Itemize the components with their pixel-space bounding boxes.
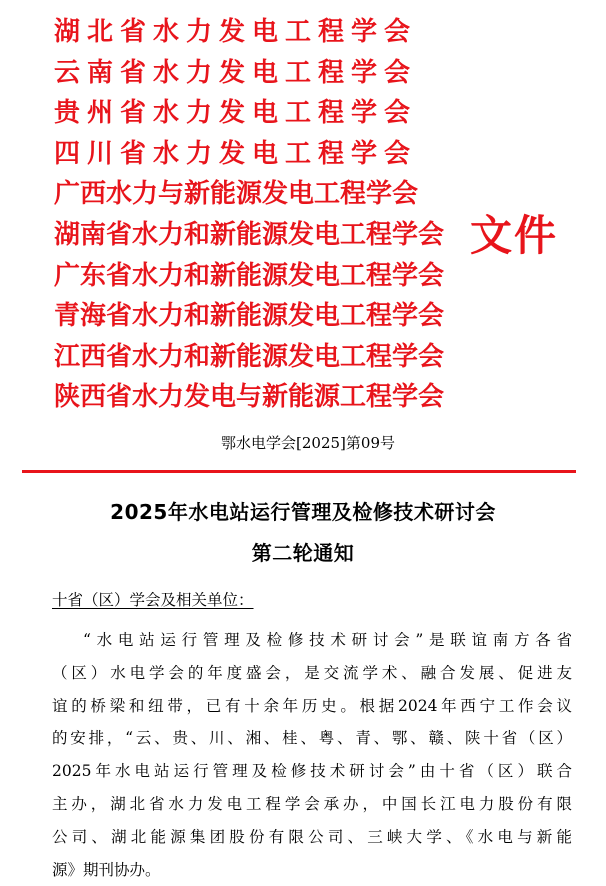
issuer-name: 广西水力与新能源发电工程学会 [54,179,419,210]
issuer-name: 贵州省水力发电工程学会 [54,98,418,129]
issuer-name: 云南省水力发电工程学会 [54,57,418,88]
issuer-name: 湖南省水力和新能源发电工程学会 [54,219,445,250]
body-line: 主办，湖北省水力发电工程学会承办，中国长江电力股份有限 [52,794,572,813]
document-header [0,0,606,420]
issuer-name: 青海省水力和新能源发电工程学会 [54,301,445,332]
issuer-name: 陕西省水力发电与新能源工程学会 [54,382,445,413]
body-line: 2025年水电站运行管理及检修技术研讨会”由十省（区）联合 [52,762,572,781]
body-line: 源》期刊协办。 [52,860,161,879]
document-subtitle: 第二轮通知 [251,541,355,565]
body-paragraph [52,624,572,886]
issuer-name: 江西省水力和新能源发电工程学会 [54,341,445,372]
salutation: 十省（区）学会及相关单位： [52,591,254,609]
issuer-name: 四川省水力发电工程学会 [54,138,418,169]
document-title: 2025年水电站运行管理及检修技术研讨会 [110,500,496,524]
body-line: 谊的桥梁和纽带，已有十余年历史。根据2024年西宁工作会议 [52,696,572,715]
issuer-name: 湖北省水力发电工程学会 [54,17,418,47]
document-label: 文件 [470,211,559,260]
body-line: “水电站运行管理及检修技术研讨会”是联谊南方各省 [83,631,572,649]
body-line: （区）水电学会的年度盛会，是交流学术、融合发展、促进友 [52,663,572,682]
body-line: 的安排，“云、贵、川、湘、桂、粤、青、鄂、赣、陕十省（区） [52,729,572,748]
body-line: 公司、湖北能源集团股份有限公司、三峡大学、《水电与新能 [52,827,572,846]
issuer-name: 广东省水力和新能源发电工程学会 [54,260,445,291]
issuer-list [54,12,454,418]
document-number: 鄂水电学会[2025]第09号 [221,434,395,452]
red-divider [22,470,576,473]
